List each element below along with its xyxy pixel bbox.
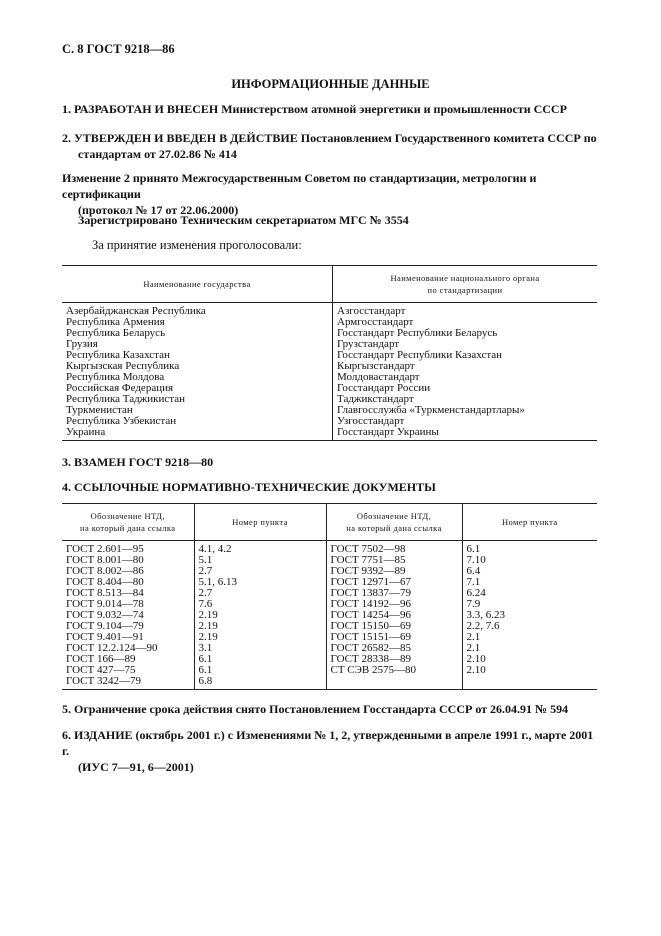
ref-item-number: 6.24 [466, 587, 486, 599]
ref-item-number: 6.1 [194, 665, 326, 676]
section-2-line-2: стандартам от 27.02.86 № 414 [78, 147, 237, 161]
voting-col-body-header-line-1: Наименование национального органа [390, 273, 540, 283]
ref-col-designation-header-2 [326, 504, 462, 541]
ref-designation: ГОСТ 7751—85 [326, 555, 462, 566]
ref-designation: ГОСТ 7502—98 [326, 541, 462, 556]
ref-designation: ГОСТ 9.401—91 [62, 632, 194, 643]
ref-col-item-header-2: Номер пункта [462, 504, 597, 541]
standards-body-name: Грузстандарт [337, 338, 400, 350]
ref-item-number: 7.1 [466, 576, 481, 588]
state-name: Украина [62, 427, 333, 441]
ref-designation: ГОСТ 14254—96 [326, 610, 462, 621]
voted-intro: За принятие изменения проголосовали: [92, 238, 302, 252]
state-name: Азербайджанская Республика [62, 303, 333, 318]
ref-item-number: 7.9 [466, 598, 481, 610]
state-name: Республика Армения [62, 317, 333, 328]
ref-item-number: 5.1, 6.13 [194, 577, 326, 588]
voting-table-header [62, 266, 597, 303]
ref-designation: ГОСТ 15151—69 [326, 632, 462, 643]
standards-body-name: Узгосстандарт [337, 415, 405, 427]
amendment-note [62, 170, 602, 218]
standards-body-name: Таджикстандарт [337, 393, 414, 405]
ref-designation-header-line-2: на который дана ссылка [80, 523, 176, 533]
ref-item-number: 2.19 [194, 632, 326, 643]
ref-designation: ГОСТ 9.014—78 [62, 599, 194, 610]
ref-item-number: 7.6 [194, 599, 326, 610]
ref-designation: ГОСТ 14192—96 [326, 599, 462, 610]
section-2-line-1: 2. УТВЕРЖДЕН И ВВЕДЕН В ДЕЙСТВИЕ Постановлением Государственного комитета СССР по [62, 131, 597, 145]
state-name: Республика Беларусь [62, 328, 333, 339]
ref-item-number: 2.7 [194, 588, 326, 599]
ref-designation [326, 676, 462, 690]
ref-item-number: 2.10 [466, 653, 486, 665]
references-table-row [62, 654, 597, 665]
ref-designation: ГОСТ 166—89 [62, 654, 194, 665]
ref-item-number: 6.1 [194, 654, 326, 665]
section-2 [62, 130, 602, 162]
ref-designation: ГОСТ 12971—67 [326, 577, 462, 588]
ref-item-number: 7.10 [466, 554, 486, 566]
state-name: Республика Узбекистан [62, 416, 333, 427]
registration-note: Зарегистрировано Техническим секретариатом МГС № 3554 [78, 213, 409, 227]
ref-designation: ГОСТ 12.2.124—90 [62, 643, 194, 654]
ref-item-number: 2.7 [194, 566, 326, 577]
references-table-row [62, 676, 597, 690]
ref-designation-header-line-1: Обозначение НТД, [356, 511, 432, 521]
ref-col-designation-header-1 [62, 504, 194, 541]
ref-designation: ГОСТ 26582—85 [326, 643, 462, 654]
ref-designation: ГОСТ 3242—79 [62, 676, 194, 690]
section-6-line-1: 6. ИЗДАНИЕ (октябрь 2001 г.) с Изменениями № 1, 2, утвержденными в апреле 1991 г., марте 2001 г. [62, 728, 594, 758]
ref-col-item-header-1: Номер пункта [194, 504, 326, 541]
state-name: Российская Федерация [62, 383, 333, 394]
ref-designation-header-line-1: Обозначение НТД, [90, 511, 165, 521]
ref-designation: ГОСТ 13837—79 [326, 588, 462, 599]
ref-designation: ГОСТ 28338—89 [326, 654, 462, 665]
standards-body-name: Госстандарт Украины [333, 427, 598, 441]
references-table-header [62, 504, 597, 541]
state-name: Республика Молдова [62, 372, 333, 383]
state-name: Грузия [62, 339, 333, 350]
voting-table-row [62, 427, 597, 441]
ref-designation: ГОСТ 15150—69 [326, 621, 462, 632]
ref-item-number: 3.1 [194, 643, 326, 654]
references-table-row [62, 541, 597, 556]
section-6 [62, 727, 602, 775]
ref-item-number: 2.2, 7.6 [466, 620, 500, 632]
voting-col-body-header [333, 266, 598, 303]
ref-item-number: 3.3, 6.23 [466, 609, 505, 621]
ref-item-number: 4.1, 4.2 [194, 541, 326, 556]
references-table-row [62, 643, 597, 654]
state-name: Кыргызская Республика [62, 361, 333, 372]
section-4: 4. ССЫЛОЧНЫЕ НОРМАТИВНО-ТЕХНИЧЕСКИЕ ДОКУМЕНТЫ [62, 480, 436, 494]
ref-designation: ГОСТ 8.002—86 [62, 566, 194, 577]
voting-table-row [62, 303, 597, 318]
amendment-line-1: Изменение 2 принято Межгосударственным Советом по стандартизации, метрологии и сертификации [62, 171, 537, 201]
page-header: С. 8 ГОСТ 9218—86 [62, 42, 175, 56]
standards-body-name: Главгосслужба «Туркменстандартлары» [337, 404, 525, 416]
ref-item-number: 6.1 [466, 543, 481, 555]
state-name: Республика Таджикистан [62, 394, 333, 405]
standards-body-name: Госстандарт Республики Казахстан [337, 349, 503, 361]
references-table [62, 503, 597, 690]
ref-designation-header-line-2: на который дана ссылка [346, 523, 442, 533]
voting-col-state-header: Наименование государства [62, 266, 333, 303]
ref-item-number: 2.1 [466, 642, 481, 654]
voting-table-row [62, 416, 597, 427]
standards-body-name: Госстандарт Республики Беларусь [337, 327, 498, 339]
page-title: ИНФОРМАЦИОННЫЕ ДАННЫЕ [231, 77, 430, 91]
section-6-line-2: (ИУС 7—91, 6—2001) [78, 760, 194, 774]
section-5: 5. Ограничение срока действия снято Постановлением Госстандарта СССР от 26.04.91 № 594 [62, 702, 569, 716]
ref-item-number: 6.4 [466, 565, 481, 577]
ref-designation: ГОСТ 427—75 [62, 665, 194, 676]
ref-designation: ГОСТ 2.601—95 [62, 541, 194, 556]
section-1: 1. РАЗРАБОТАН И ВНЕСЕН Министерством атомной энергетики и промышленности СССР [62, 102, 567, 116]
ref-designation: ГОСТ 9.032—74 [62, 610, 194, 621]
standards-body-name: Азгосстандарт [337, 305, 406, 317]
ref-item-number: 2.19 [194, 610, 326, 621]
ref-item-number: 2.19 [194, 621, 326, 632]
ref-item-number: 2.10 [466, 664, 486, 676]
references-table-row [62, 665, 597, 676]
ref-designation: СТ СЭВ 2575—80 [326, 665, 462, 676]
ref-designation: ГОСТ 8.513—84 [62, 588, 194, 599]
voting-table-row [62, 328, 597, 339]
standards-body-name: Молдовастандарт [337, 371, 420, 383]
ref-designation: ГОСТ 8.404—80 [62, 577, 194, 588]
standards-body-name: Госстандарт России [337, 382, 431, 394]
ref-designation: ГОСТ 9.104—79 [62, 621, 194, 632]
ref-item-number [462, 676, 597, 690]
section-3: 3. ВЗАМЕН ГОСТ 9218—80 [62, 455, 214, 469]
ref-designation: ГОСТ 9392—89 [326, 566, 462, 577]
standards-body-name: Кыргызстандарт [337, 360, 415, 372]
ref-item-number: 2.1 [466, 631, 481, 643]
state-name: Республика Казахстан [62, 350, 333, 361]
voting-table [62, 265, 597, 441]
ref-item-number: 6.8 [194, 676, 326, 690]
amendment-line-2: (протокол № 17 от 22.06.2000) [78, 203, 239, 217]
ref-designation: ГОСТ 8.001—80 [62, 555, 194, 566]
voting-col-body-header-line-2: по стандартизации [427, 285, 503, 295]
standards-body-name: Армгосстандарт [337, 316, 414, 328]
state-name: Туркменистан [62, 405, 333, 416]
ref-item-number: 5.1 [194, 555, 326, 566]
